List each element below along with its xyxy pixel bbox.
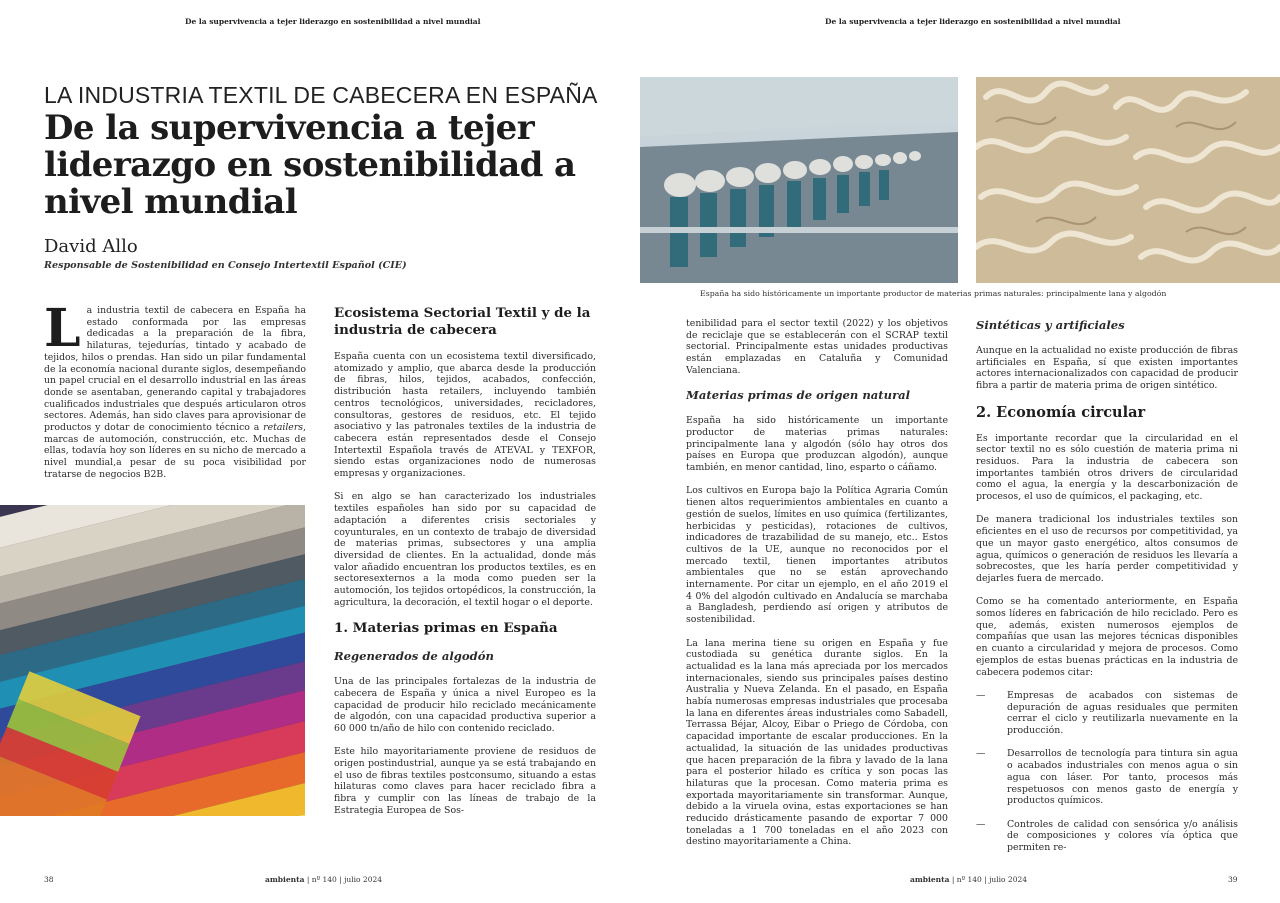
subheading-origen-natural: Materias primas de origen natural xyxy=(686,388,911,403)
magazine-footer-left: ambienta | nº 140 | julio 2024 xyxy=(265,875,383,884)
section-heading-economia-circular: 2. Economía circular xyxy=(976,403,1146,421)
paragraph: Como se ha comentado anteriormente, en España somos líderes en fabricación de hilo reciclado. Pero es que, además, existen numerosos ejemplos de compañías que usan las mejores técnicas disponibles en cuanto a circularidad y mejora de procesos. Como ejemplos de estas buenas prácticas en la industria de cabecera podemos citar: xyxy=(976,596,1238,678)
paragraph: Este hilo mayoritariamente proviene de residuos de origen postindustrial, aunque ya se está trabajando en el uso de fibras textiles postconsumo, situando a estas hilaturas como claves para hacer reciclado fibra a fibra y cumplir con las líneas de trabajo de la Estrategia Europea de Sos- xyxy=(334,746,596,816)
running-head-left: De la supervivencia a tejer liderazgo en sostenibilidad a nivel mundial xyxy=(185,17,481,26)
paragraph: Aunque en la actualidad no existe producción de fibras artificiales en España, sí que existen importantes actores internacionalizados con capacidad de producir fibra a partir de materia prima de origen sintético. xyxy=(976,345,1238,392)
section-heading-materias-primas: 1. Materias primas en España xyxy=(334,620,558,637)
paragraph: España ha sido históricamente un importante productor de materias primas naturales: principalmente lana y algodón (sólo hay otros dos países en Europa que produzcan algodón), aunque también, en menor cantidad, lino, esparto o cáñamo. xyxy=(686,415,948,474)
paragraph: De manera tradicional los industriales textiles son eficientes en el uso de recursos por competitividad, ya que un mayor gasto energético, altos consumos de agua, químicos o generación de residuos les llevaría a sobrecostes, que les haría perder competitividad y dejarles fuera de mercado. xyxy=(976,514,1238,584)
section-heading-ecosistema: Ecosistema Sectorial Textil y de la industria de cabecera xyxy=(334,305,591,338)
right-page xyxy=(640,0,1280,903)
page-number-left: 38 xyxy=(44,875,54,884)
page-number-right: 39 xyxy=(1228,875,1238,884)
list-item: — Desarrollos de tecnología para tintura sin agua o acabados industriales con menos agua o sin agua con láser. Por tanto, procesos más respetuosos con menos gasto de energía y productos químicos. xyxy=(976,748,1238,807)
left-column-2 xyxy=(334,305,596,850)
subheading-sinteticas: Sintéticas y artificiales xyxy=(976,318,1125,332)
paragraph: Una de las principales fortalezas de la industria de cabecera de España y única a nivel Europeo es la capacidad de producir hilo reciclado mecánicamente de algodón, con una capacidad productiva superior a 60 000 tn/año de hilo con contenido reciclado. xyxy=(334,676,596,734)
running-head-right: De la supervivencia a tejer liderazgo en sostenibilidad a nivel mundial xyxy=(825,17,1121,26)
right-column-2 xyxy=(976,318,1238,858)
lead-paragraph: La industria textil de cabecera en España ha estado conformada por las empresas dedicadas a la preparación de la fibra, hilaturas, tejedurías, tintado y acabado de tejidos, hilos o prendas. Han sido un pilar fundamental de la economía nacional durante siglos, desempeñando un papel crucial en el desarrollo industrial en las áreas donde se asentaban, generando capital y trabajadores cualificados industriales que después articularon otros sectores. Además, han sido claves para aprovisionar de productos y dotar de conocimiento técnico a retailers, marcas de automoción, construcción, etc. Muchas de ellas, todavía hoy son líderes en su nicho de mercado a nivel mundial,a pesar de su poca visibilidad por tratarse de negocios B2B. xyxy=(44,305,306,480)
practices-list xyxy=(976,690,1238,854)
paragraph: España cuenta con un ecosistema textil diversificado, atomizado y amplio, que abarca desde la producción de fibras, hilos, tejidos, acabados, confección, distribución hasta retailers, incluyendo también centros tecnológicos, universidades, recicladores, consultoras, gestores de residuos, etc. El tejido asociativo y las patronales textiles de la industria de cabecera están representados desde el Consejo Intertextil Española través de ATEVAL y TEXFOR, siendo estas organizaciones nodo de numerosas empresas y organizaciones. xyxy=(334,351,596,480)
drop-cap: L xyxy=(44,305,81,359)
right-column-1 xyxy=(686,318,948,858)
list-item: — Controles de calidad con sensórica y/o análisis de composiciones y colores vía óptica que permiten re- xyxy=(976,818,1238,854)
list-item: — Empresas de acabados con sistemas de depuración de aguas residuales que permiten cerrar el ciclo y reutilizarla nuevamente en la producción. xyxy=(976,689,1238,737)
article-kicker: LA INDUSTRIA TEXTIL DE CABECERA EN ESPAÑA xyxy=(44,82,598,108)
fabric-swatches-image xyxy=(0,505,305,816)
paragraph: Si en algo se han caracterizado los industriales textiles españoles han sido por su capacidad de adaptación a diferentes crisis sectoriales y coyunturales, en un contexto de trabajo de diversidad de materias primas, subsectores y una amplia diversidad de clientes. En la actualidad, donde más valor añadido encuentran los productos textiles, es en sectoresexternos a la moda como pueden ser la automoción, los tejidos ortopédicos, la construcción, la agricultura, la decoración, el textil hogar o el deporte. xyxy=(334,491,596,608)
article-title: De la supervivencia a tejer liderazgo en sostenibilidad a nivel mundial xyxy=(44,108,576,222)
wool-fibre-photo xyxy=(976,77,1280,283)
photo-caption: España ha sido históricamente un importante productor de materias primas naturales: principalmente lana y algodón xyxy=(700,289,1167,298)
spinning-machines-photo xyxy=(640,77,958,283)
paragraph: Es importante recordar que la circularidad en el sector textil no es sólo cuestión de materia prima ni residuos. Para la industria de cabecera son importantes también otros drivers de circularidad como el agua, la energía y la descarbonización de procesos, el uso de químicos, el packaging, etc. xyxy=(976,432,1238,503)
paragraph: La lana merina tiene su origen en España y fue custodiada su genética durante siglos. En la actualidad es la lana más apreciada por los mercados internacionales, siendo sus principales países destino Australia y Nueva Zelanda. En el pasado, en España había numerosas empresas industriales que procesaba la lana en diferentes áreas industriales como Sabadell, Terrassa Béjar, Alcoy, Eibar o Priego de Córdoba, con capacidad importante de escalar producciones. En la actualidad, la situación de las unidades productivas que hacen preparación de la fibra y lavado de la lana para el posterior hilado es crítica y son pocas las hilaturas que la procesan. Como materia prima es exportada mayoritariamente sin transformar. Aunque, debido a la viruela ovina, estas exportaciones se han reducido drásticamente pasando de exportar 7 000 toneladas a 1 700 toneladas en el año 2023 con destino mayoritariamente a China. xyxy=(686,637,948,848)
paragraph: Los cultivos en Europa bajo la Política Agraria Común tienen altos requerimientos ambientales en cuanto a gestión de suelos, límites en uso química (fertilizantes, herbicidas y pesticidas), rotaciones de cultivos, indicadores de trazabilidad de su manejo, etc.. Estos cultivos de la UE, aunque no reconocidos por el mercado textil, tienen importantes atributos ambientales que no se están aprovechando internamente. Por citar un ejemplo, en el año 2019 el 4 0% del algodón cultivado en Andalucía se marchaba a Bangladesh, perdiendo así origen y atributos de sostenibilidad. xyxy=(686,485,948,626)
magazine-footer-right: ambienta | nº 140 | julio 2024 xyxy=(910,875,1028,884)
paragraph: tenibilidad para el sector textil (2022) y los objetivos de reciclaje que se establecerán con el SCRAP textil sectorial. Principalmente estas unidades productivas están emplazadas en Cataluña y Comunidad Valenciana. xyxy=(686,318,948,376)
author-name: David Allo xyxy=(44,236,138,257)
subheading-regenerados: Regenerados de algodón xyxy=(334,649,494,664)
author-role: Responsable de Sostenibilidad en Consejo Intertextil Español (CIE) xyxy=(44,260,407,271)
